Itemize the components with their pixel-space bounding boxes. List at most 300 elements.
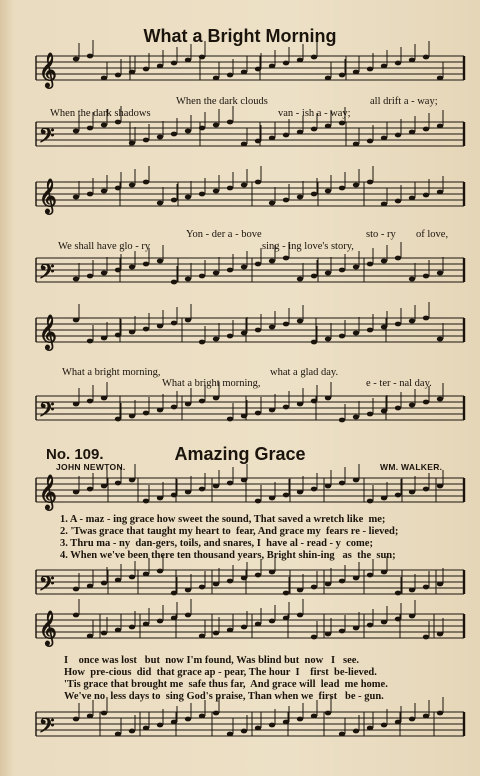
note-head xyxy=(101,336,107,341)
note-head xyxy=(395,199,401,204)
note-head xyxy=(423,635,429,640)
note-head xyxy=(87,634,93,639)
note-head xyxy=(423,400,429,405)
note-head xyxy=(339,186,345,191)
note-head xyxy=(423,127,429,132)
composer-credit: WM. WALKER. xyxy=(380,462,443,472)
note-head xyxy=(73,490,79,495)
note-head xyxy=(367,726,373,731)
note-head xyxy=(73,717,79,722)
treble-clef-icon: 𝄞 xyxy=(39,475,57,510)
note-head xyxy=(241,576,247,581)
verse-line: 1. A - maz - ing grace how sweet the sound, That saved a wretch like me; xyxy=(60,514,386,525)
note-head xyxy=(437,582,443,587)
note-head xyxy=(367,139,373,144)
note-head xyxy=(101,711,107,716)
note-head xyxy=(129,141,135,146)
verse-line: I once was lost but now I'm found, Was blind but now I see. xyxy=(64,655,360,666)
note-head xyxy=(115,481,121,486)
note-head xyxy=(171,405,177,410)
note-head xyxy=(395,591,401,596)
note-head xyxy=(381,496,387,501)
note-head xyxy=(73,195,79,200)
note-head xyxy=(115,417,121,422)
note-head xyxy=(129,625,135,630)
note-head xyxy=(325,76,331,81)
note-head xyxy=(227,73,233,78)
note-head xyxy=(409,588,415,593)
note-head xyxy=(395,720,401,725)
note-head xyxy=(339,732,345,737)
note-head xyxy=(171,321,177,326)
treble-clef-icon: 𝄞 xyxy=(39,611,57,646)
song-title: Amazing Grace xyxy=(174,444,306,464)
note-head xyxy=(367,180,373,185)
note-head xyxy=(213,711,219,716)
note-head xyxy=(101,123,107,128)
note-head xyxy=(255,726,261,731)
bass-clef-icon: 𝄢 xyxy=(39,260,55,288)
note-head xyxy=(269,723,275,728)
note-head xyxy=(283,493,289,498)
note-head xyxy=(227,628,233,633)
note-head xyxy=(171,616,177,621)
note-head xyxy=(157,201,163,206)
note-head xyxy=(367,623,373,628)
note-head xyxy=(185,402,191,407)
note-head xyxy=(143,411,149,416)
note-head xyxy=(325,337,331,342)
note-head xyxy=(381,409,387,414)
note-head xyxy=(381,723,387,728)
note-head xyxy=(171,720,177,725)
note-head xyxy=(409,196,415,201)
note-head xyxy=(213,271,219,276)
note-head xyxy=(199,192,205,197)
note-head xyxy=(185,490,191,495)
note-head xyxy=(283,591,289,596)
note-head xyxy=(381,570,387,575)
note-head xyxy=(255,67,261,72)
note-head xyxy=(227,120,233,125)
note-head xyxy=(395,322,401,327)
note-head xyxy=(129,330,135,335)
note-head xyxy=(115,578,121,583)
note-head xyxy=(409,490,415,495)
note-head xyxy=(325,711,331,716)
note-head xyxy=(143,327,149,332)
note-head xyxy=(255,622,261,627)
note-head xyxy=(185,129,191,134)
note-head xyxy=(115,186,121,191)
note-head xyxy=(143,622,149,627)
note-head xyxy=(171,132,177,137)
note-head xyxy=(409,277,415,282)
note-head xyxy=(423,714,429,719)
note-head xyxy=(297,613,303,618)
note-head xyxy=(227,186,233,191)
lyric-line: We shall have glo - ry xyxy=(58,241,151,252)
note-head xyxy=(185,588,191,593)
lyric-line: Yon - der a - bove xyxy=(186,229,262,240)
note-head xyxy=(409,614,415,619)
note-head xyxy=(213,76,219,81)
note-head xyxy=(255,411,261,416)
note-head xyxy=(157,619,163,624)
note-head xyxy=(367,328,373,333)
note-head xyxy=(73,318,79,323)
note-head xyxy=(423,274,429,279)
note-head xyxy=(143,180,149,185)
note-head xyxy=(395,61,401,66)
note-head xyxy=(73,402,79,407)
note-head xyxy=(199,634,205,639)
note-head xyxy=(129,265,135,270)
note-head xyxy=(227,579,233,584)
note-head xyxy=(423,585,429,590)
note-head xyxy=(339,481,345,486)
note-head xyxy=(213,123,219,128)
note-head xyxy=(199,340,205,345)
note-head xyxy=(185,277,191,282)
note-head xyxy=(87,126,93,131)
lyric-line: all drift a - way; xyxy=(370,96,438,107)
verse-line: 4. When we've been there ten thousand years, Bright shin-ing as the sun; xyxy=(60,550,396,561)
note-head xyxy=(297,588,303,593)
note-head xyxy=(269,201,275,206)
note-head xyxy=(129,70,135,75)
note-head xyxy=(227,481,233,486)
note-head xyxy=(437,484,443,489)
note-head xyxy=(297,195,303,200)
note-head xyxy=(171,493,177,498)
note-head xyxy=(255,139,261,144)
note-head xyxy=(269,259,275,264)
author-credit: JOHN NEWTON. xyxy=(56,462,126,472)
note-head xyxy=(297,717,303,722)
note-head xyxy=(241,625,247,630)
note-head xyxy=(213,189,219,194)
note-head xyxy=(87,714,93,719)
lyric-line: what a glad day. xyxy=(270,367,339,378)
note-head xyxy=(311,192,317,197)
note-head xyxy=(129,478,135,483)
treble-clef-icon: 𝄞 xyxy=(39,179,57,214)
note-head xyxy=(241,729,247,734)
note-head xyxy=(381,620,387,625)
note-head xyxy=(87,339,93,344)
note-head xyxy=(157,569,163,574)
bass-clef-icon: 𝄢 xyxy=(39,572,55,600)
note-head xyxy=(353,70,359,75)
note-head xyxy=(115,73,121,78)
note-head xyxy=(87,487,93,492)
note-head xyxy=(115,120,121,125)
note-head xyxy=(353,729,359,734)
note-head xyxy=(213,396,219,401)
note-head xyxy=(199,585,205,590)
note-head xyxy=(283,616,289,621)
bass-clef-icon: 𝄢 xyxy=(39,124,55,152)
note-head xyxy=(269,408,275,413)
lyric-line: What a bright morning, xyxy=(62,367,161,378)
note-head xyxy=(73,613,79,618)
note-head xyxy=(185,318,191,323)
note-head xyxy=(437,76,443,81)
note-head xyxy=(199,487,205,492)
note-head xyxy=(129,183,135,188)
note-head xyxy=(423,55,429,60)
note-head xyxy=(381,202,387,207)
note-head xyxy=(325,484,331,489)
note-head xyxy=(143,67,149,72)
note-head xyxy=(115,732,121,737)
note-head xyxy=(381,325,387,330)
note-head xyxy=(87,584,93,589)
note-head xyxy=(381,259,387,264)
note-head xyxy=(87,274,93,279)
note-head xyxy=(227,417,233,422)
note-head xyxy=(311,55,317,60)
note-head xyxy=(437,397,443,402)
verse-line: How pre-cious did that grace ap - pear, The hour I first be-lieved. xyxy=(64,667,377,678)
note-head xyxy=(143,499,149,504)
note-head xyxy=(339,579,345,584)
note-head xyxy=(325,271,331,276)
note-head xyxy=(339,418,345,423)
note-head xyxy=(353,478,359,483)
note-head xyxy=(283,256,289,261)
note-head xyxy=(171,198,177,203)
note-head xyxy=(241,70,247,75)
note-head xyxy=(143,572,149,577)
verse-line: 'Tis grace that brought me safe thus far, And grace will lead me home. xyxy=(64,679,388,690)
note-head xyxy=(157,259,163,264)
note-head xyxy=(241,331,247,336)
note-head xyxy=(73,587,79,592)
note-head xyxy=(269,496,275,501)
note-head xyxy=(311,635,317,640)
note-head xyxy=(241,478,247,483)
note-head xyxy=(213,484,219,489)
note-head xyxy=(255,573,261,578)
note-head xyxy=(325,124,331,129)
note-head xyxy=(353,183,359,188)
note-head xyxy=(297,402,303,407)
note-head xyxy=(255,499,261,504)
note-head xyxy=(129,729,135,734)
verse-line: We've no less days to sing God's praise, Than when we first be - gun. xyxy=(64,691,384,702)
note-head xyxy=(409,58,415,63)
note-head xyxy=(437,711,443,716)
note-head xyxy=(269,64,275,69)
note-head xyxy=(101,581,107,586)
note-head xyxy=(311,340,317,345)
note-head xyxy=(185,58,191,63)
note-head xyxy=(297,277,303,282)
note-head xyxy=(227,268,233,273)
note-head xyxy=(395,406,401,411)
note-head xyxy=(227,334,233,339)
note-head xyxy=(325,582,331,587)
note-head xyxy=(73,277,79,282)
note-head xyxy=(185,717,191,722)
note-head xyxy=(325,396,331,401)
note-head xyxy=(101,396,107,401)
note-head xyxy=(395,617,401,622)
note-head xyxy=(87,192,93,197)
note-head xyxy=(353,142,359,147)
note-head xyxy=(395,256,401,261)
note-head xyxy=(73,129,79,134)
note-head xyxy=(157,408,163,413)
note-head xyxy=(395,493,401,498)
note-head xyxy=(367,499,373,504)
lyric-line: of love, xyxy=(416,229,449,240)
note-head xyxy=(311,585,317,590)
note-head xyxy=(269,325,275,330)
note-head xyxy=(157,723,163,728)
lyric-line: When the dark shadows xyxy=(50,108,151,119)
verse-line: 3. Thru ma - ny dan-gers, toils, and snares, I have al - read - y come; xyxy=(60,538,373,549)
note-head xyxy=(241,414,247,419)
note-head xyxy=(101,189,107,194)
note-head xyxy=(437,124,443,129)
note-head xyxy=(199,714,205,719)
note-head xyxy=(409,717,415,722)
note-head xyxy=(353,265,359,270)
note-head xyxy=(395,133,401,138)
note-head xyxy=(283,61,289,66)
note-head xyxy=(157,64,163,69)
note-head xyxy=(367,67,373,72)
note-head xyxy=(367,573,373,578)
note-head xyxy=(353,331,359,336)
note-head xyxy=(353,415,359,420)
lyric-line: What a bright morning, xyxy=(162,378,261,389)
note-head xyxy=(381,64,387,69)
note-head xyxy=(423,487,429,492)
treble-clef-icon: 𝄞 xyxy=(39,315,57,350)
note-head xyxy=(269,570,275,575)
note-head xyxy=(171,280,177,285)
note-head xyxy=(283,720,289,725)
lyric-line: When the dark clouds xyxy=(176,96,268,107)
note-head xyxy=(339,73,345,78)
note-head xyxy=(157,135,163,140)
note-head xyxy=(157,496,163,501)
note-head xyxy=(353,626,359,631)
note-head xyxy=(311,714,317,719)
note-head xyxy=(227,732,233,737)
note-head xyxy=(297,319,303,324)
note-head xyxy=(311,274,317,279)
note-head xyxy=(101,631,107,636)
note-head xyxy=(143,138,149,143)
bass-clef-icon: 𝄢 xyxy=(39,714,55,742)
note-head xyxy=(255,328,261,333)
note-head xyxy=(409,130,415,135)
note-head xyxy=(199,126,205,131)
note-head xyxy=(437,632,443,637)
note-head xyxy=(409,319,415,324)
note-head xyxy=(143,262,149,267)
note-head xyxy=(437,271,443,276)
note-head xyxy=(283,133,289,138)
note-head xyxy=(423,316,429,321)
note-head xyxy=(367,262,373,267)
note-head xyxy=(367,412,373,417)
note-head xyxy=(101,484,107,489)
note-head xyxy=(115,333,121,338)
note-head xyxy=(129,414,135,419)
note-head xyxy=(255,262,261,267)
note-head xyxy=(199,399,205,404)
note-head xyxy=(437,337,443,342)
note-head xyxy=(101,76,107,81)
note-head xyxy=(213,337,219,342)
note-head xyxy=(143,726,149,731)
note-head xyxy=(423,193,429,198)
note-head xyxy=(101,271,107,276)
note-head xyxy=(269,136,275,141)
note-head xyxy=(283,198,289,203)
note-head xyxy=(283,322,289,327)
note-head xyxy=(241,265,247,270)
note-head xyxy=(87,54,93,59)
note-head xyxy=(185,613,191,618)
note-head xyxy=(171,591,177,596)
lyric-line: van - ish a - way; xyxy=(278,108,351,119)
note-head xyxy=(311,487,317,492)
note-head xyxy=(339,121,345,126)
note-head xyxy=(157,324,163,329)
note-head xyxy=(381,136,387,141)
note-head xyxy=(311,127,317,132)
note-head xyxy=(241,183,247,188)
note-head xyxy=(171,61,177,66)
note-head xyxy=(409,403,415,408)
treble-clef-icon: 𝄞 xyxy=(39,53,57,88)
song-title: What a Bright Morning xyxy=(143,26,337,46)
lyric-line: sing - ing love's story, xyxy=(262,241,354,252)
note-head xyxy=(339,629,345,634)
note-head xyxy=(297,58,303,63)
note-head xyxy=(241,142,247,147)
note-head xyxy=(297,490,303,495)
note-head xyxy=(437,190,443,195)
note-head xyxy=(283,405,289,410)
note-head xyxy=(325,632,331,637)
verse-line: 2. 'Twas grace that taught my heart to fear, And grace my fears re - lieved; xyxy=(60,526,399,537)
note-head xyxy=(325,189,331,194)
note-head xyxy=(199,274,205,279)
note-head xyxy=(311,399,317,404)
note-head xyxy=(129,575,135,580)
note-head xyxy=(297,130,303,135)
note-head xyxy=(255,180,261,185)
note-head xyxy=(213,582,219,587)
note-head xyxy=(115,628,121,633)
note-head xyxy=(339,268,345,273)
note-head xyxy=(115,268,121,273)
lyric-line: e - ter - nal day. xyxy=(366,378,432,389)
note-head xyxy=(213,631,219,636)
hymn-number: No. 109. xyxy=(46,446,104,463)
note-head xyxy=(339,334,345,339)
note-head xyxy=(199,55,205,60)
bass-clef-icon: 𝄢 xyxy=(39,398,55,426)
